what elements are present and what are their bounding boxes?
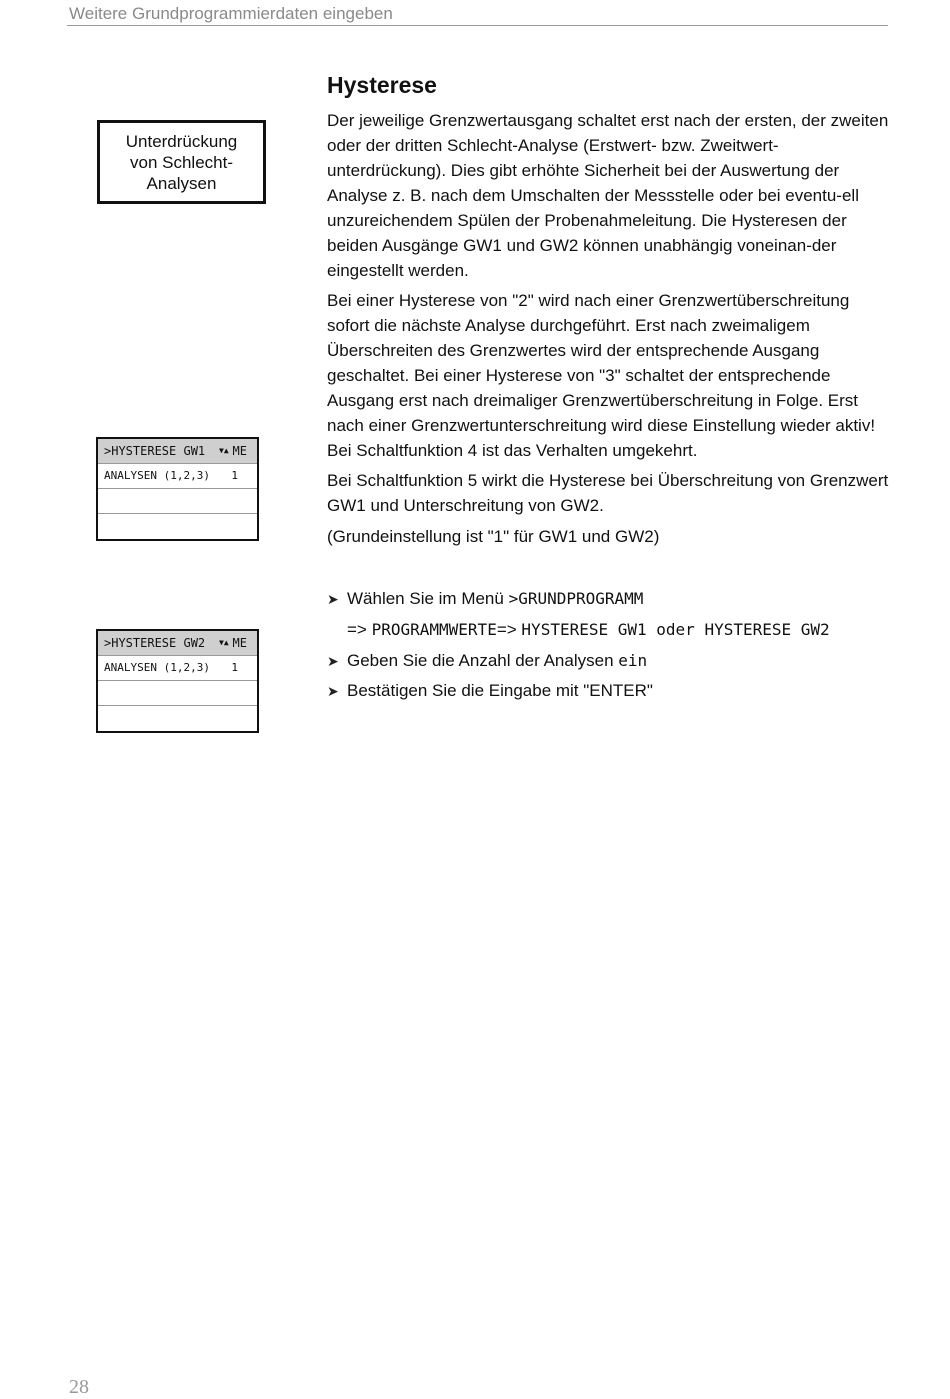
step-arrow: => [347,620,372,639]
step-text: Bestätigen Sie die Eingabe mit "ENTER" [347,681,653,700]
instruction-step [327,648,647,674]
lcd-title-row [98,439,257,464]
instruction-step [327,678,653,704]
lcd-title-row [98,631,257,656]
page-number: 28 [69,1376,89,1398]
lcd-row-value: 1 [231,469,238,482]
margin-note-box [97,120,266,204]
instruction-step-continuation [347,617,830,642]
instruction-step [327,586,643,612]
menu-code: ein [618,651,648,670]
arrow-bullet-icon: ➤ [327,653,339,669]
lcd-row-value: 1 [231,661,238,674]
arrow-bullet-icon: ➤ [327,683,339,699]
lcd-unit: ME [232,444,247,458]
running-header: Weitere Grundprogrammierdaten eingeben [69,4,393,23]
lcd-display-gw2 [96,629,259,733]
header-divider [67,25,888,26]
lcd-title: >HYSTERESE GW2 [104,636,206,650]
margin-note-line: Analysen [146,173,217,193]
margin-note-line: von Schlecht- [130,152,233,172]
menu-code: PROGRAMMWERTE [371,620,497,639]
lcd-arrows-icon: ▼▲ [219,446,229,455]
arrow-bullet-icon: ➤ [327,591,339,607]
step-text: Wählen Sie im Menü [347,589,509,608]
section-heading: Hysterese [327,72,437,98]
lcd-title: >HYSTERESE GW1 [104,444,206,458]
lcd-unit: ME [232,636,247,650]
margin-note-line: Unterdrückung [125,131,238,151]
paragraph: Bei Schaltfunktion 5 wirkt die Hysterese bei Überschreitung von Grenzwert GW1 und Unterschreitung von GW2. [327,471,889,515]
paragraph: (Grundeinstellung ist "1" für GW1 und GW2) [327,527,660,546]
lcd-row-label: ANALYSEN (1,2,3) [104,661,210,674]
lcd-arrows-icon: ▼▲ [219,638,229,647]
lcd-empty-row [98,514,257,539]
lcd-row-label: ANALYSEN (1,2,3) [104,469,210,482]
lcd-empty-row [98,681,257,706]
paragraph: Der jeweilige Grenzwertausgang schaltet erst nach der ersten, der zweiten oder der dritten Schlecht-Analyse (Erstwert- bzw. Zweitwert-unterdrückung). Dies gibt erhöhte Sicherheit bei der Auswertung der Analyse z. B. nach dem Umschalten der Messstelle oder bei eventu-ell unzureichendem Spülen der Probenahmeleitung. Die Hysteresen der beiden Ausgänge GW1 und GW2 können unabhängig voneinan-der eingestellt werden. [327,111,889,280]
menu-code: HYSTERESE GW1 oder HYSTERESE GW2 [521,620,830,639]
menu-code: >GRUNDPROGRAMM [508,589,644,608]
lcd-empty-row [98,706,257,731]
lcd-row [98,656,257,681]
step-arrow: => [496,620,522,639]
lcd-row [98,464,257,489]
lcd-display-gw1 [96,437,259,541]
lcd-empty-row [98,489,257,514]
paragraph: Bei einer Hysterese von "2" wird nach einer Grenzwertüberschreitung sofort die nächste Analyse durchgeführt. Erst nach zweimaligem Überschreiten des Grenzwertes wird der entsprechende Ausgang geschaltet. Bei einer Hysterese von "3" schaltet der entsprechende Ausgang erst nach dreimaliger Grenzwertüberschreitung in Folge. Erst nach einer Grenzwertunterschreitung wird diese Einstellung wieder aktiv! Bei Schaltfunktion 4 ist das Verhalten umgekehrt. [327,291,876,460]
step-text: Geben Sie die Anzahl der Analysen [347,651,619,670]
